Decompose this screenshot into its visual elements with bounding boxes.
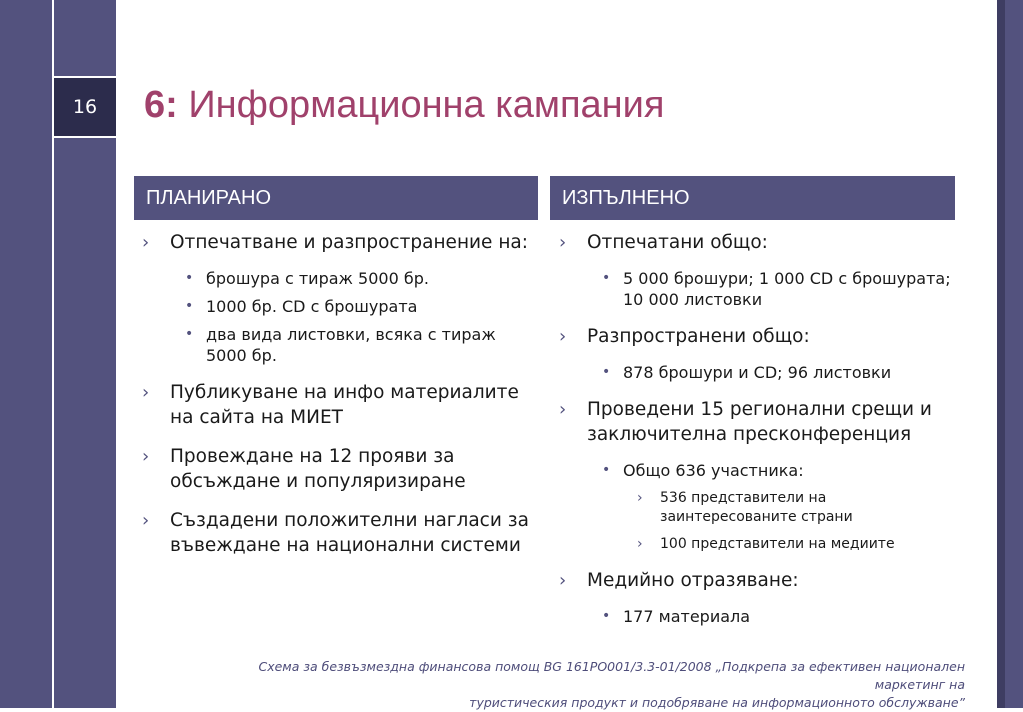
- sub-item-text: два вида листовки, всяка с тираж 5000 бр.: [206, 325, 496, 365]
- list-item-text: Проведени 15 регионални срещи и заключителна пресконференция: [587, 399, 932, 445]
- done-header: ИЗПЪЛНЕНО: [550, 176, 955, 220]
- chevron-right-icon: ›: [142, 382, 150, 403]
- bullet-icon: •: [602, 364, 611, 380]
- list-item-text: Отпечатани общо:: [587, 232, 768, 253]
- chevron-right-icon: ›: [142, 232, 150, 253]
- left-decor-strip: [0, 0, 52, 708]
- list-item-text: Провеждане на 12 прояви за обсъждане и популяризиране: [170, 446, 466, 492]
- bullet-icon: •: [185, 298, 194, 314]
- right-decor-strip: [1005, 0, 1023, 708]
- sub-sub-item-text: 536 представители на заинтересованите страни: [660, 490, 853, 525]
- chevron-right-icon: ›: [637, 536, 643, 552]
- planned-column: [140, 230, 530, 572]
- planned-header: ПЛАНИРАНО: [134, 176, 538, 220]
- list-item-text: Създадени положителни нагласи за въвеждане на национални системи: [170, 510, 529, 556]
- footer-line: туристическия продукт и подобряване на информационното обслужване”: [469, 695, 965, 710]
- done-column: [557, 230, 957, 641]
- chevron-right-icon: ›: [142, 446, 150, 467]
- chevron-right-icon: ›: [559, 326, 567, 347]
- chevron-right-icon: ›: [142, 510, 150, 531]
- list-item: [557, 324, 957, 383]
- sub-item-text: брошура с тираж 5000 бр.: [206, 269, 429, 288]
- list-item-text: Отпечатване и разпространение на:: [170, 232, 528, 253]
- bullet-icon: •: [185, 270, 194, 286]
- bullet-icon: •: [602, 462, 611, 478]
- footer-line: Схема за безвъзмездна финансова помощ BG 161PO001/3.3-01/2008 „Подкрепа за ефективен национален маркетинг на: [258, 659, 965, 692]
- list-item: [557, 568, 957, 627]
- sub-sub-item-text: 100 представители на медиите: [660, 536, 895, 552]
- chevron-right-icon: ›: [559, 399, 567, 420]
- list-item: [557, 397, 957, 554]
- list-item-text: Медийно отразяване:: [587, 570, 799, 591]
- sub-item-text: Общо 636 участника:: [623, 461, 804, 480]
- list-item: [140, 230, 530, 366]
- chevron-right-icon: ›: [559, 570, 567, 591]
- list-item: [140, 444, 530, 494]
- right-decor-strip-dark: [997, 0, 1005, 708]
- sub-item-text: 878 брошури и CD; 96 листовки: [623, 363, 892, 382]
- title-text: Информационна кампания: [188, 84, 665, 126]
- list-item: [557, 230, 957, 310]
- chevron-right-icon: ›: [559, 232, 567, 253]
- bullet-icon: •: [602, 270, 611, 286]
- list-item: [140, 508, 530, 558]
- bullet-icon: •: [185, 326, 194, 342]
- footer-note: [200, 658, 965, 712]
- slide-title: [144, 84, 664, 127]
- list-item: [140, 380, 530, 430]
- title-number: 6:: [144, 84, 178, 126]
- list-item-text: Разпространени общо:: [587, 326, 810, 347]
- bullet-icon: •: [602, 608, 611, 624]
- sub-item-text: 177 материала: [623, 607, 751, 626]
- list-item-text: Публикуване на инфо материалите на сайта на МИЕТ: [170, 382, 519, 428]
- chevron-right-icon: ›: [637, 490, 643, 506]
- sub-item-text: 1000 бр. CD с брошурата: [206, 297, 418, 316]
- slide-number: 16: [54, 76, 116, 138]
- sub-item-text: 5 000 брошури; 1 000 CD с брошурата; 10 000 листовки: [623, 269, 951, 309]
